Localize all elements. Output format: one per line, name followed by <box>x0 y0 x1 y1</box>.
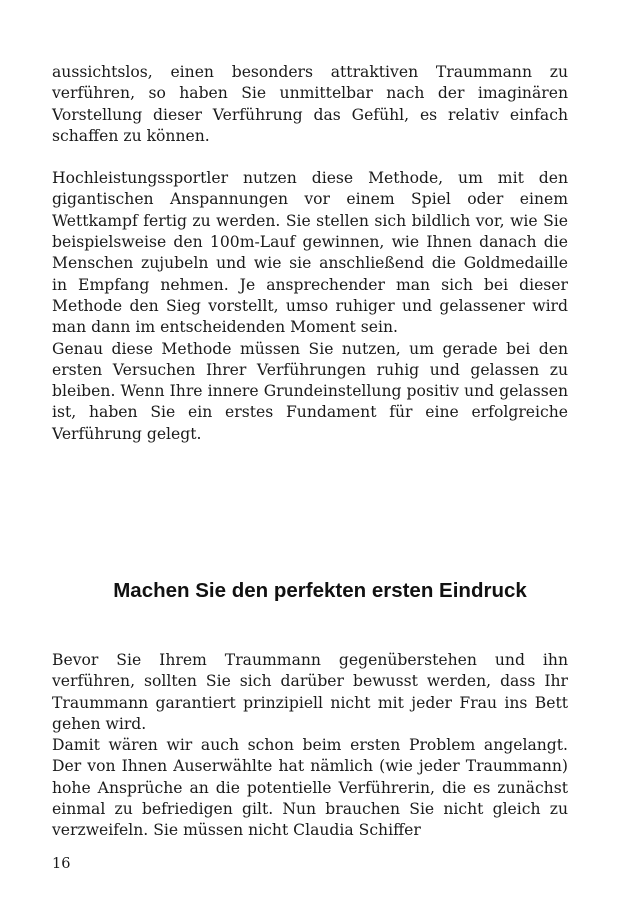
paragraph-3: Genau diese Methode müssen Sie nutzen, um gerade bei den ersten Versuchen Ihrer Verführungen ruhig und gelassen zu bleiben. Wenn Ihre innere Grundeinstellung positiv und gelassen ist, haben Sie ein erstes Fundament für eine erfolgreiche Verführung gelegt. <box>52 339 568 443</box>
paragraph-2: Hochleistungssportler nutzen diese Methode, um mit den gigantischen Anspannungen vor einem Spiel oder einem Wettkampf fertig zu werden. Sie stellen sich bildlich vor, wie Sie beispielsweise den 100m-Lauf gewinnen, wie Ihnen danach die Menschen zujubeln und wie sie anschließend die Goldmedaille in Empfang nehmen. Je ansprechender man sich bei dieser Methode den Sieg vorstellt, umso ruhiger und gelassener wird man dann im entscheidenden Moment sein. <box>52 169 568 337</box>
paragraph-5: Damit wären wir auch schon beim ersten Problem angelangt. Der von Ihnen Auserwählte hat nämlich (wie jeder Traummann) hohe Ansprüche an die potentielle Verführerin, die es zunächst einmal zu befriedigen gilt. Nun brauchen Sie nicht gleich zu verzweifeln. Sie müssen nicht Claudia Schiffer <box>52 736 568 840</box>
paragraph-4: Bevor Sie Ihrem Traummann gegenüberstehen und ihn verführen, sollten Sie sich darüber bewusst werden, dass Ihr Traummann garantiert prinzipiell nicht mit jeder Frau ins Bett gehen wird. <box>52 651 568 733</box>
paragraph-spacer <box>52 147 568 168</box>
section-heading: Machen Sie den perfekten ersten Eindruck <box>113 579 527 602</box>
bottom-text-block <box>52 650 568 842</box>
top-text-block <box>52 62 568 445</box>
paragraph-1: aussichtslos, einen besonders attraktiven Traummann zu verführen, so haben Sie unmittelbar nach der imaginären Vorstellung dieser Verführung das Gefühl, es relativ einfach schaffen zu können. <box>52 63 568 145</box>
page-number: 16 <box>52 856 71 872</box>
